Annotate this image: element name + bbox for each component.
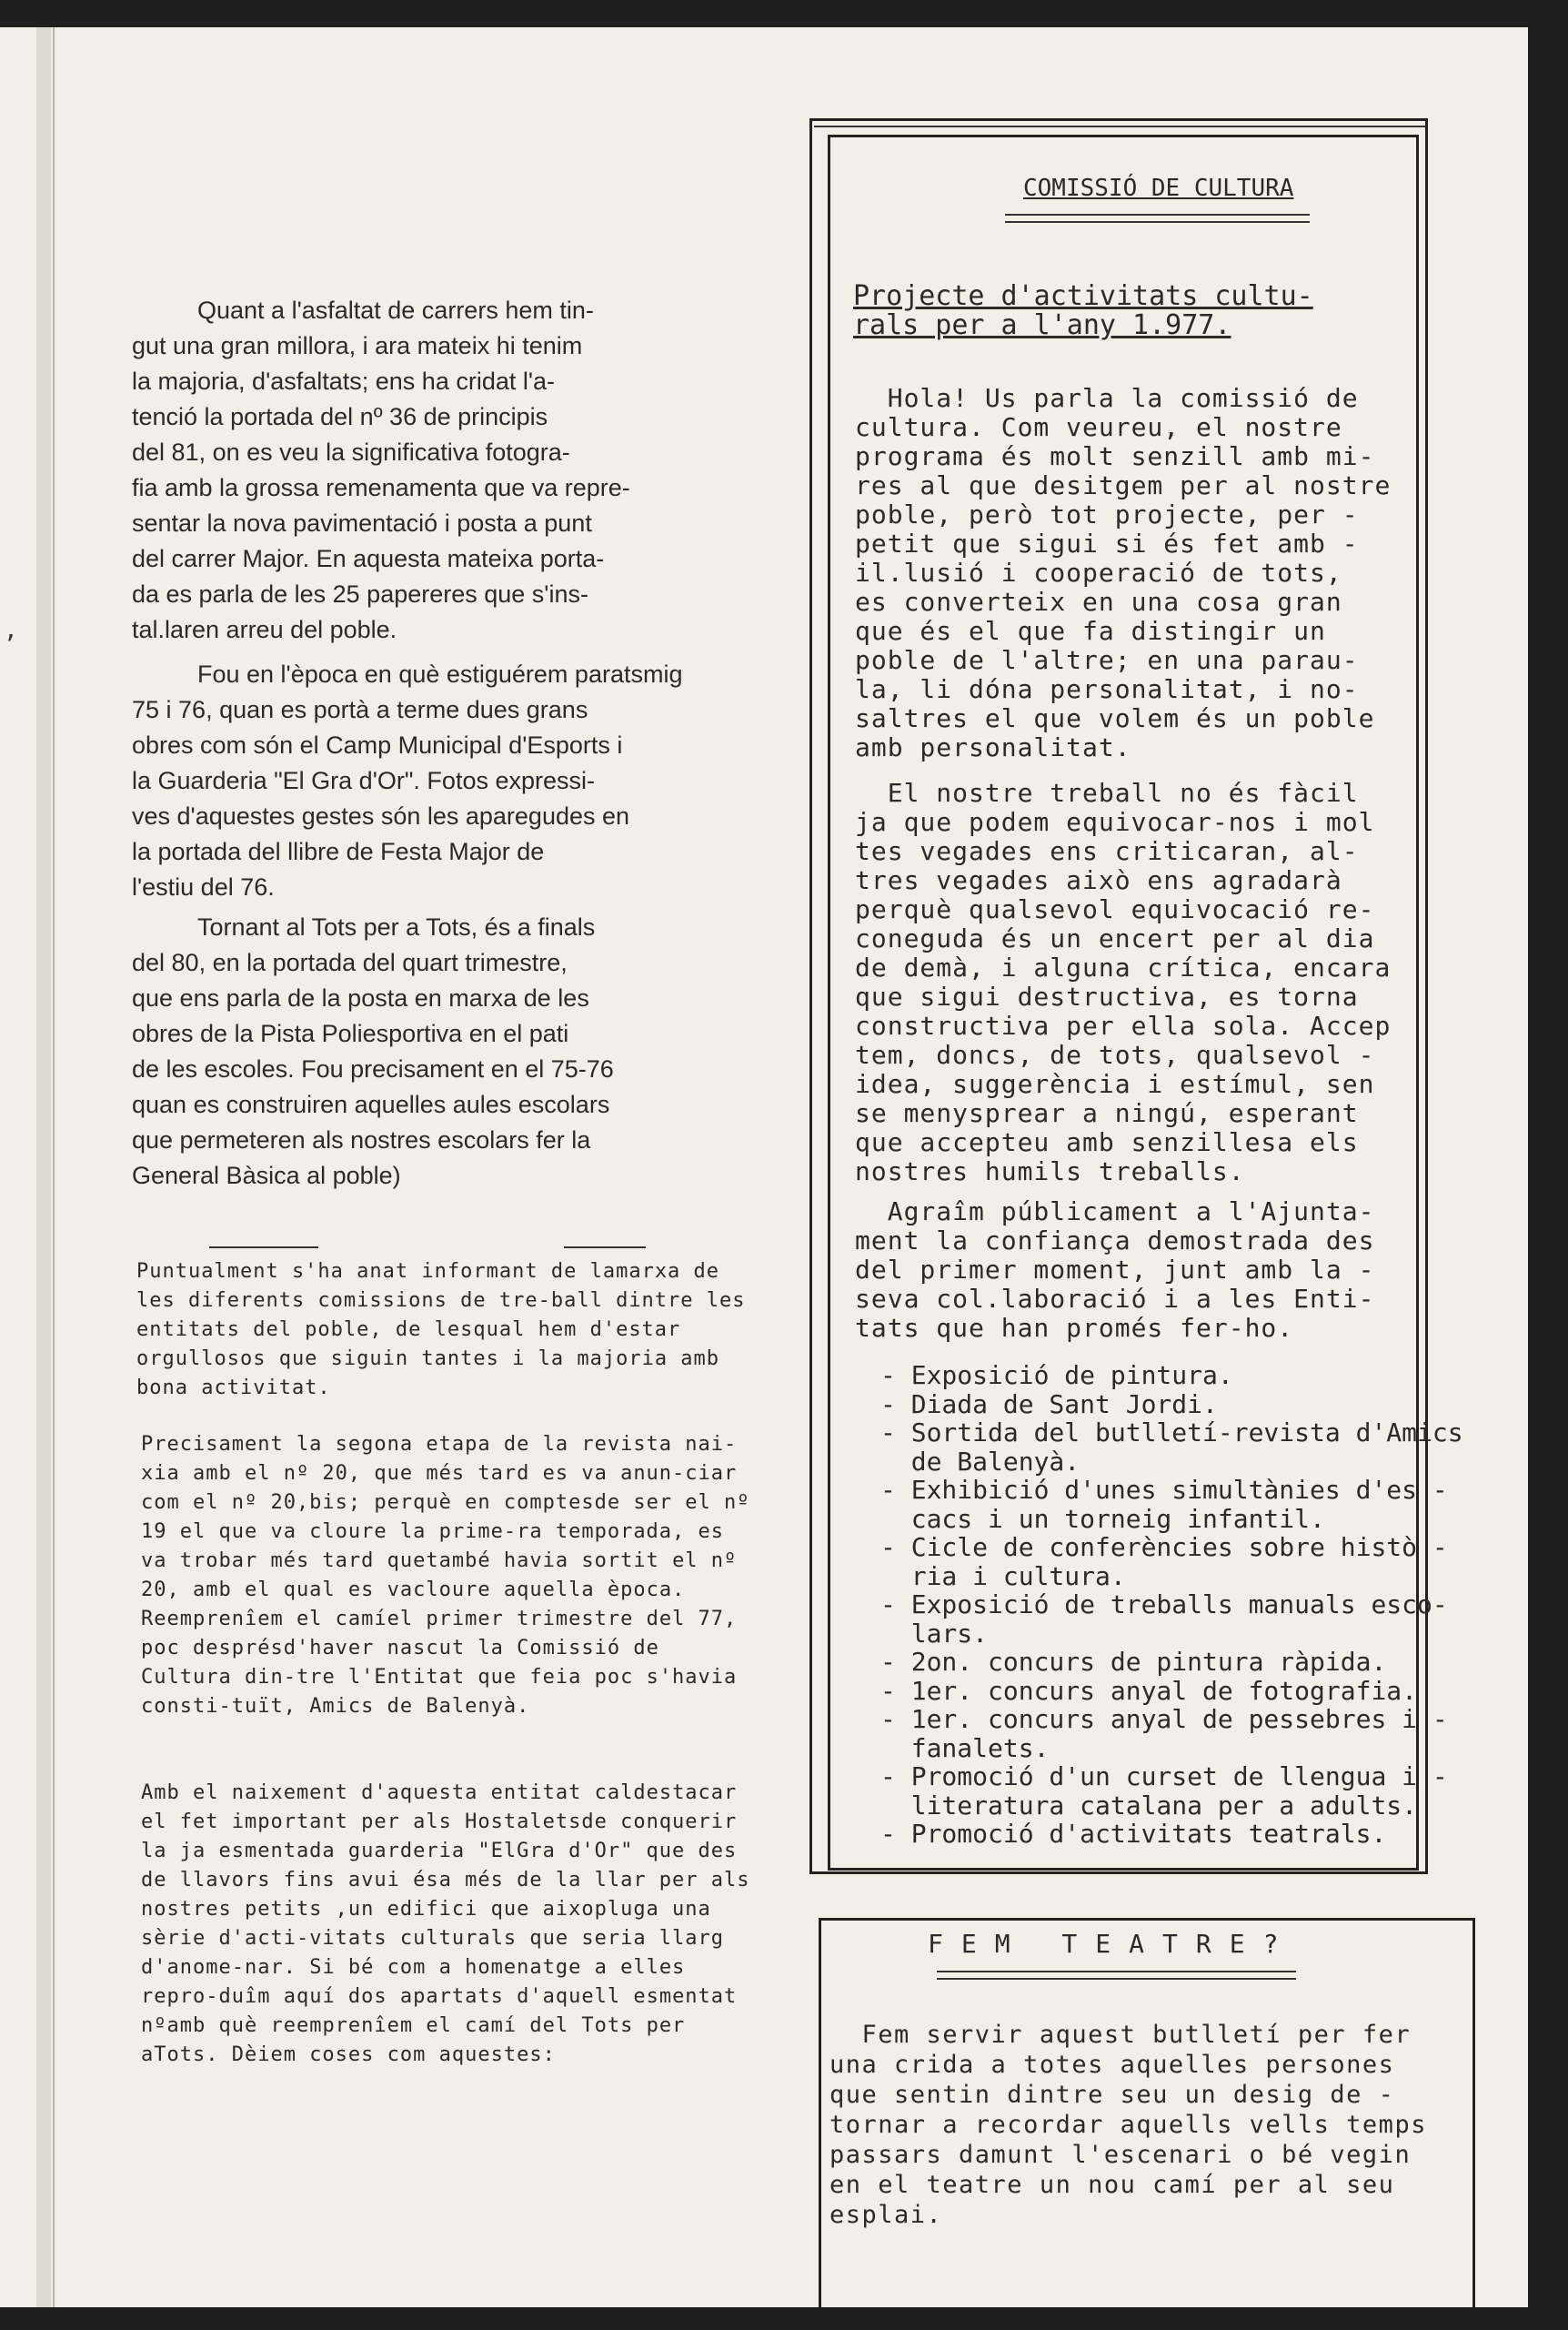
text-line: - Promoció d'activitats teatrals. [880,1819,1387,1849]
text-line: també havia sortit el nº 20, amb el qual es va [141,1549,738,1601]
text-line: Gra d'Or" que des de llavors fins avui és [141,1840,738,1891]
text-line: obres de la Pista Poliesportiva en el pati [132,1020,569,1047]
text-line: tem, doncs, de tots, qualsevol - [855,1040,1375,1070]
teatre-double-underline [937,1971,1296,1980]
text-line: Tornant al Tots per a Tots, és a finals [197,913,596,941]
text-line: es converteix en una cosa gran [855,587,1342,617]
text-line: vitats culturals que seria llarg d'anome- [141,1927,725,1979]
paragraph-naixement [141,1779,759,2070]
text-line: Amb el naixement d'aquesta entitat cal [141,1781,634,1804]
text-line: gut una gran millora, i ara mateix hi tenim [132,332,583,359]
text-line: Tots. Dèiem coses com aquestes: [154,2043,556,2066]
cultura-paragraph-agraim [855,1197,1437,1343]
cultura-subtitle [853,282,1313,340]
text-line: fanalets. [880,1732,1050,1763]
text-line: de conquerir la ja esmentada guarderia "El [141,1811,738,1862]
text-line: petit que sigui si és fet amb - [855,529,1359,559]
text-line: programa és molt senzill amb mi- [855,441,1375,471]
text-line: destacar el fet important per als Hostalets [141,1781,738,1833]
text-line: passars damunt l'escenari o bé vegin [829,2141,1412,2169]
text-line: - 1er. concurs anyal de pessebres i - [880,1704,1448,1734]
text-line: tres vegades això ens agradarà [855,865,1342,895]
text-line: Projecte d'activitats cultu- [853,280,1313,312]
text-line: xia amb el nº 20, que més tard es va anun- [141,1462,686,1485]
text-line: del carrer Major. En aquesta mateixa porta- [132,545,605,572]
text-line: - 1er. concurs anyal de fotografia. [880,1675,1418,1706]
text-line: cultura. Com veureu, el nostre [855,412,1342,442]
text-line: - Cicle de conferències sobre histò - [880,1532,1448,1562]
paragraph-asfaltat [132,293,750,648]
text-line: tuït, Amics de Balenyà. [231,1695,530,1718]
teatre-title: FEM TEATRE? [928,1929,1297,1959]
text-line: d'haver nascut la Comissió de Cultura din- [141,1637,659,1689]
stray-mark: , [4,617,18,644]
text-line: Agraîm públicament a l'Ajunta- [855,1196,1375,1226]
text-line: Fem servir aquest butlletí per fer [829,2021,1412,2049]
text-line: la majoria, d'asfaltats; ens ha cridat l'a- [132,368,556,395]
text-line: cacs i un torneig infantil. [880,1503,1325,1534]
binding-edge [53,27,55,2307]
text-line: - Promoció d'un curset de llengua i - [880,1761,1448,1791]
text-line: perquè qualsevol equivocació re- [855,894,1375,924]
text-line: tal.laren arreu del poble. [132,616,397,643]
text-line: Precisament la segona etapa de la revista nai- [141,1433,738,1456]
text-line: de Balenyà. [880,1446,1081,1477]
text-line: de les escoles. Fou precisament en el 75-76 [132,1055,614,1083]
text-line: - Exhibició d'unes simultànies d'es - [880,1475,1448,1505]
text-line: duîm aquí dos apartats d'aquell esmentat nº [141,1985,738,2037]
text-line: rals per a l'any 1.977. [853,309,1231,341]
text-line: res al que desitgem per al nostre [855,470,1392,500]
text-line: nar. Si bé com a homenatge a elles repro- [141,1956,686,2008]
text-line: amb personalitat. [855,732,1131,762]
text-line: que accepteu amb senzillesa els [855,1127,1359,1157]
text-line: cloure aquella època. Reemprenîem el camí [141,1579,686,1630]
text-line: a més de la llar per als nostres petits , [141,1869,750,1921]
text-line: que sentin dintre seu un desig de - [829,2081,1395,2109]
divider-left [209,1246,318,1248]
text-line: que permeteren als nostres escolars fer la [132,1126,591,1154]
text-line: ria i cultura. [880,1560,1126,1591]
paragraph-tornant [132,910,759,1194]
text-line: Hola! Us parla la comissió de [855,383,1359,413]
text-line: lars. [880,1618,989,1649]
text-line: idea, suggerència i estímul, sen [855,1069,1375,1099]
text-line: marxa de les diferents comissions de tre- [136,1260,720,1312]
text-line: Puntualment s'ha anat informant de la [136,1260,617,1283]
activities-list [880,1360,1463,1849]
text-line: il.lusió i cooperació de tots, [855,558,1342,588]
text-line: - Exposició de treballs manuals esco- [880,1589,1448,1619]
text-line: tenció la portada del nº 36 de principis [132,403,548,430]
paragraph-puntualment [136,1257,755,1403]
text-line: poble de l'altre; en una parau- [855,645,1359,675]
text-line: ves d'aquestes gestes són les aparegudes en [132,802,630,830]
text-line: Fou en l'època en què estiguérem paratsmig [197,661,683,688]
cultura-paragraph-hola [855,384,1437,762]
text-line: tornar a recordar aquells vells temps [829,2111,1427,2139]
text-line: tats que han promés fer-ho. [855,1313,1294,1343]
text-line: ball dintre les entitats del poble, de les [136,1289,746,1341]
text-line: del primer moment, junt amb la - [855,1255,1375,1285]
text-line: la, li dóna personalitat, i no- [855,674,1359,704]
text-line: - 2on. concurs de pintura ràpida. [880,1647,1387,1677]
text-line: ra temporada, es va trobar més tard que [141,1520,725,1572]
text-line: el primer trimestre del 77, poc després [141,1608,738,1659]
text-line: da es parla de les 25 papereres que s'ins- [132,580,588,608]
binding-shadow [36,27,51,2307]
text-line: amb què reemprenîem el camí del Tots per a [141,2014,686,2066]
text-line: en el teatre un nou camí per al seu [829,2171,1395,2199]
text-line: obres com són el Camp Municipal d'Esports i [132,731,623,759]
cultura-title: COMISSIÓ DE CULTURA [1023,175,1294,202]
text-line: El nostre treball no és fàcil [855,778,1359,808]
text-line: que ens parla de la posta en marxa de les [132,984,589,1012]
text-line: la portada del llibre de Festa Major de [132,838,545,865]
paragraph-epoca [132,657,782,905]
text-line: ja que podem equivocar-nos i mol [855,807,1375,837]
text-line: ciar com el nº 20,bis; perquè en comptes [141,1462,738,1514]
text-line: literatura catalana per a adults. [880,1790,1418,1821]
text-line: de demà, i alguna crítica, encara [855,953,1392,983]
text-line: tes vegades ens criticaran, al- [855,836,1359,866]
text-line: que és el que fa distingir un [855,616,1326,646]
text-line: 75 i 76, quan es portà a terme dues grans [132,696,588,723]
text-line: la Guarderia "El Gra d'Or". Fotos expressi- [132,767,595,794]
text-line: l'estiu del 76. [132,873,275,901]
text-line: tre l'Entitat que feia poc s'havia consti- [141,1666,738,1718]
text-line: nostres humils treballs. [855,1156,1245,1186]
text-line: seva col.laboració i a les Enti- [855,1284,1375,1314]
cultura-paragraph-treball [855,779,1437,1186]
text-line: constructiva per ella sola. Accep [855,1011,1392,1041]
title-double-underline [1005,214,1310,223]
text-line: coneguda és un encert per al dia [855,923,1375,953]
text-line: del 80, en la portada del quart trimestre, [132,949,568,976]
text-line: ment la confiança demostrada des [855,1226,1375,1256]
section-divider [209,1246,746,1250]
divider-right [564,1246,646,1248]
text-line: - Exposició de pintura. [880,1360,1233,1390]
text-line: una crida a totes aquelles persones [829,2051,1395,2079]
text-line: Quant a l'asfaltat de carrers hem tin- [197,297,594,324]
text-line: se menysprear a ningú, esperant [855,1098,1359,1128]
text-line: fia amb la grossa remenamenta que va repre- [132,474,630,501]
text-line: - Sortida del butlletí-revista d'Amics [880,1417,1463,1447]
text-line: quan es construiren aquelles aules escolars [132,1091,610,1118]
text-line: General Bàsica al poble) [132,1162,401,1189]
text-line: - Diada de Sant Jordi. [880,1388,1218,1419]
text-line: poble, però tot projecte, per - [855,499,1359,530]
text-line: que sigui destructiva, es torna [855,982,1359,1012]
text-line: un edifici que aixopluga una sèrie d'acti- [141,1898,711,1950]
paragraph-segona-etapa [141,1430,759,1721]
text-line: esplai. [829,2201,943,2229]
text-line: qual hem d'estar orgullosos que siguin tan [136,1318,681,1370]
teatre-paragraph [829,2020,1484,2230]
text-line: del 81, on es veu la significativa fotogra- [132,439,570,466]
text-line: saltres el que volem és un poble [855,703,1375,733]
text-line: tes i la majoria amb bona activitat. [136,1347,720,1399]
text-line: de ser el nº 19 el que va cloure la prime- [141,1491,750,1543]
page-sheet [0,27,1528,2307]
text-line: sentar la nova pavimentació i posta a punt [132,509,592,537]
